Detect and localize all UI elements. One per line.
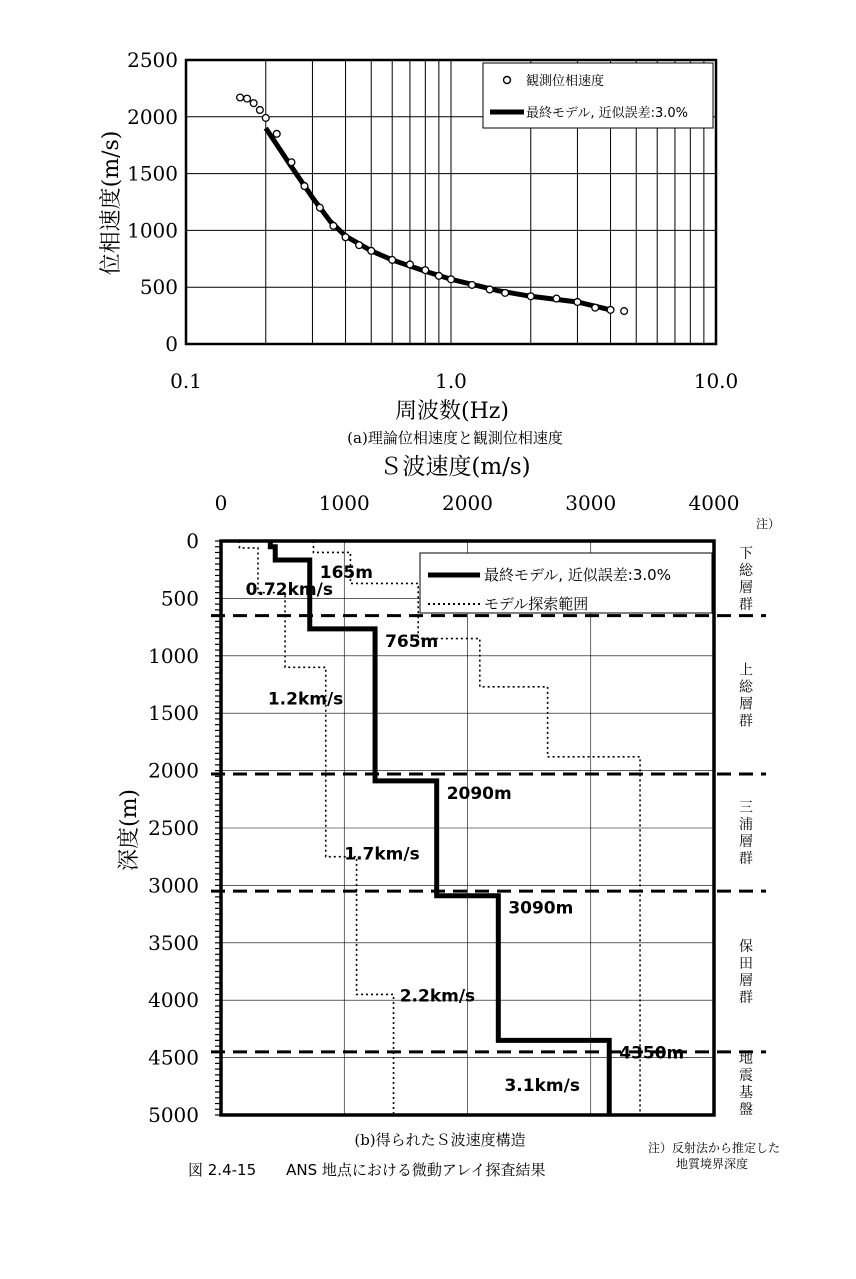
formation-char: 群: [739, 851, 753, 868]
layer-annotation: 765m: [385, 631, 439, 652]
y-tick-label: 1000: [127, 218, 178, 243]
observed-point: [407, 261, 414, 268]
geologic-boundaries: [211, 616, 766, 1052]
observed-point: [244, 95, 251, 102]
chart-a-xlabel: 周波数(Hz): [395, 399, 509, 424]
y-tick-label: 4500: [148, 1045, 199, 1070]
observed-point: [316, 204, 323, 211]
formation-char: 地: [739, 1050, 753, 1067]
chart-b-ylabel: 深度(m): [117, 788, 142, 872]
y-tick-label: 0: [165, 332, 178, 356]
formation-char: 層: [739, 696, 753, 713]
note-line-1: 注）反射法から推定した: [648, 1141, 781, 1155]
chart-a-ylabel: 位相速度(m/s): [99, 130, 124, 276]
y-tick-label: 500: [139, 275, 178, 300]
layer-annotation: 165m: [319, 562, 373, 583]
observed-point: [389, 257, 396, 264]
y-tick-label: 3500: [148, 930, 199, 955]
x-tick-label: 10.0: [693, 369, 739, 393]
note-line-2: 地質境界深度: [676, 1157, 749, 1171]
observed-point: [301, 183, 308, 190]
x-tick-label: 3000: [565, 491, 617, 515]
formation-char: 総: [739, 679, 753, 696]
y-tick-label: 2500: [127, 48, 178, 72]
y-tick-label: 0: [186, 529, 199, 553]
note-mark: 注）: [756, 517, 781, 531]
formation-char: 層: [739, 579, 753, 596]
s-wave-structure-chart: [117, 454, 780, 1179]
chart-a-caption: (a)理論位相速度と観測位相速度: [347, 429, 563, 447]
observed-point: [342, 234, 349, 241]
formation-char: 盤: [739, 1101, 753, 1118]
figure-caption: 図 2.4-15 ANS 地点における微動アレイ探査結果: [188, 1161, 546, 1179]
observed-point: [435, 272, 442, 279]
observed-point: [527, 293, 534, 300]
formation-char: 群: [739, 990, 753, 1006]
y-tick-label: 1500: [127, 161, 178, 186]
chart-b-title: Ｓ波速度(m/s): [379, 454, 531, 480]
y-tick-label: 2000: [148, 758, 199, 783]
formation-char: 基: [739, 1084, 753, 1101]
observed-point: [273, 130, 280, 137]
observed-point: [553, 295, 560, 302]
y-tick-label: 5000: [148, 1103, 199, 1127]
observed-point: [262, 115, 269, 122]
layer-annotation: 2.2km/s: [399, 986, 476, 1007]
y-tick-label: 1000: [148, 643, 199, 668]
x-tick-label: 1000: [318, 491, 370, 515]
x-tick-label: 0.1: [170, 369, 202, 393]
layer-annotation: 0.72km/s: [245, 580, 333, 601]
formation-char: 保: [739, 939, 753, 955]
legend-range-label: モデル探索範囲: [484, 595, 589, 613]
observed-point: [288, 159, 295, 166]
x-tick-label: 2000: [442, 491, 493, 515]
layer-annotation: 2090m: [446, 783, 512, 804]
chart-a-legend: [483, 63, 713, 128]
observed-point: [502, 289, 509, 296]
legend-open-circle-icon: [504, 77, 511, 84]
legend-model-label: 最終モデル, 近似誤差:3.0%: [484, 566, 671, 584]
formation-char: 田: [739, 956, 753, 972]
y-tick-label: 3000: [148, 873, 199, 898]
y-tick-label: 2500: [148, 816, 199, 840]
layer-annotations: [246, 563, 685, 1096]
y-tick-label: 2000: [127, 104, 178, 129]
observed-point: [448, 276, 455, 283]
chart-b-legend: [420, 553, 712, 613]
layer-annotation: 4350m: [619, 1043, 685, 1064]
layer-annotation: 1.2km/s: [267, 689, 344, 710]
legend-observed-label: 観測位相速度: [526, 74, 605, 89]
formation-char: 浦: [739, 817, 753, 834]
final-model-curve: [266, 128, 611, 310]
observed-point: [237, 94, 244, 101]
formation-char: 三: [739, 800, 753, 817]
observed-point: [574, 299, 581, 306]
y-tick-label: 4000: [148, 988, 199, 1013]
observed-point: [250, 100, 257, 107]
formation-char: 層: [739, 834, 753, 851]
formation-char: 震: [739, 1067, 753, 1084]
x-tick-label: 0: [214, 491, 228, 515]
observed-point: [592, 304, 599, 311]
formation-char: 上: [739, 662, 753, 679]
formation-char: 群: [739, 713, 753, 730]
observed-point: [469, 282, 476, 289]
x-tick-label: 4000: [688, 491, 740, 515]
observed-point: [607, 307, 614, 314]
observed-point: [422, 267, 429, 274]
phase-velocity-chart: [99, 48, 738, 447]
chart-b-grid: [215, 541, 714, 1115]
layer-annotation: 1.7km/s: [344, 844, 420, 865]
legend-model-label: 最終モデル, 近似誤差:3.0%: [526, 106, 689, 121]
observed-point: [256, 107, 263, 114]
layer-annotation: 3090m: [508, 898, 574, 919]
observed-point: [621, 308, 628, 315]
x-tick-label: 1.0: [435, 369, 467, 393]
layer-annotation: 3.1km/s: [504, 1076, 580, 1097]
observed-point: [356, 242, 363, 249]
formation-char: 総: [739, 562, 753, 579]
chart-b-caption: (b)得られたＳ波速度構造: [354, 1131, 526, 1149]
formation-char: 群: [739, 596, 753, 613]
y-tick-label: 1500: [148, 701, 199, 726]
y-tick-label: 500: [160, 586, 199, 611]
observed-point: [368, 247, 375, 254]
formation-char: 層: [739, 973, 753, 989]
formation-char: 下: [739, 545, 753, 562]
observed-point: [330, 222, 337, 229]
formation-labels: [739, 546, 754, 1118]
observed-point: [486, 286, 493, 293]
